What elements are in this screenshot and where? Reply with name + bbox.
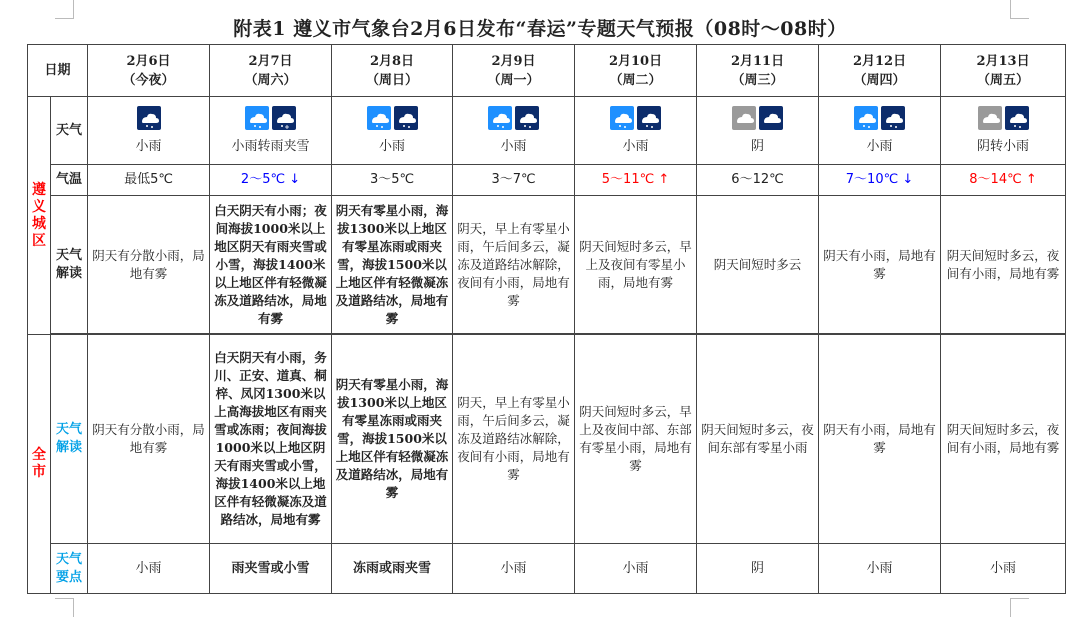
- weather-cell: [453, 97, 575, 165]
- day-weekday: （周四）: [853, 72, 906, 88]
- region-label-text: 全市: [32, 447, 46, 480]
- whole-interp-cell: 阴天有零星小雨，海拔1300米以上地区有零星冻雨或雨夹雪，海拔1500米以上地区伴有轻微凝冻及道路结冰，局地有雾: [332, 335, 453, 544]
- key-cell: 小雨: [819, 544, 941, 594]
- day-header: [453, 45, 575, 97]
- interp-cell: 阴天间短时多云，早上及夜间有零星小雨，局地有雾: [575, 196, 697, 334]
- weather-cell: [88, 97, 210, 165]
- weather-icons: [334, 106, 450, 130]
- icon-overcast-night: [759, 106, 783, 130]
- key-cell: 冻雨或雨夹雪: [332, 544, 453, 594]
- day-header: [819, 45, 941, 97]
- weather-text: 阴: [751, 138, 765, 154]
- temp-cell: 2～5℃ ↓: [210, 165, 332, 196]
- weather-icons: [943, 106, 1063, 130]
- region-label-whole: [28, 335, 51, 594]
- day-date: 2月11日: [730, 53, 785, 69]
- row-label-interp-text: 天气解读: [55, 247, 82, 281]
- icon-rain-night: [881, 106, 905, 130]
- day-date: 2月6日: [126, 53, 171, 69]
- whole-interp-cell: 阴天间短时多云，夜间有小雨，局地有雾: [941, 335, 1066, 544]
- day-weekday: （周三）: [731, 72, 784, 88]
- day-header: [941, 45, 1066, 97]
- weather-text: 阴转小雨: [977, 138, 1030, 154]
- icon-overcast-day: [732, 106, 756, 130]
- icon-overcast-day: [978, 106, 1002, 130]
- temp-cell: 3～5℃: [332, 165, 453, 196]
- whole-interp-cell: 阴天有小雨，局地有雾: [819, 335, 941, 544]
- key-cell: 小雨: [453, 544, 575, 594]
- page-corner-mark: [55, 598, 74, 617]
- icon-rain-night: [394, 106, 418, 130]
- icon-rain-night: [637, 106, 661, 130]
- icon-rain-day: [367, 106, 391, 130]
- weather-cell: [575, 97, 697, 165]
- icon-rain-day: [854, 106, 878, 130]
- day-weekday: （周日）: [366, 72, 419, 88]
- day-weekday: （周五）: [977, 72, 1030, 88]
- key-cell: 雨夹雪或小雪: [210, 544, 332, 594]
- icon-rain-day: [245, 106, 269, 130]
- weather-icons: [821, 106, 938, 130]
- whole-interp-cell: 白天阴天有小雨，务川、正安、道真、桐梓、凤冈1300米以上高海拔地区有雨夹雪或冻雨；夜间海拔1000米以上地区阴天有雨夹雪或小雪，海拔1400米以上地区伴有轻微凝冻及道路结冰，局地有雾: [210, 335, 332, 544]
- temp-cell: 7～10℃ ↓: [819, 165, 941, 196]
- interp-cell: 阴天有零星小雨，海拔1300米以上地区有零星冻雨或雨夹雪，海拔1500米以上地区伴有轻微凝冻及道路结冰，局地有雾: [332, 196, 453, 334]
- region-label-city: [28, 97, 51, 335]
- row-label-key-text: 天气要点: [55, 551, 82, 585]
- day-header: [210, 45, 332, 97]
- day-date: 2月12日: [852, 53, 907, 69]
- whole-interp-cell: 阴天有分散小雨，局地有雾: [88, 335, 210, 544]
- forecast-table: [27, 44, 1066, 594]
- day-weekday: （今夜）: [122, 72, 175, 88]
- day-date: 2月7日: [248, 53, 293, 69]
- key-cell: 小雨: [575, 544, 697, 594]
- day-date: 2月8日: [369, 53, 415, 69]
- city-interp-row: [28, 196, 1066, 334]
- temp-cell: 5～11℃ ↑: [575, 165, 697, 196]
- day-weekday: （周六）: [244, 72, 297, 88]
- whole-interp-cell: 阴天，早上有零星小雨，午后间多云，凝冻及道路结冰解除，夜间有小雨，局地有雾: [453, 335, 575, 544]
- weather-cell: [697, 97, 819, 165]
- row-label-temp: 气温: [51, 165, 88, 196]
- weather-text: 小雨: [622, 138, 649, 154]
- whole-key-row: [28, 544, 1066, 594]
- temp-cell: 最低5℃: [88, 165, 210, 196]
- row-label-interp: [51, 196, 88, 334]
- city-weather-row: [28, 97, 1066, 165]
- icon-sleet-night: [272, 106, 296, 130]
- key-cell: 小雨: [88, 544, 210, 594]
- document-title: 附表1 遵义市气象台2月6日发布“春运”专题天气预报（08时～08时）: [233, 18, 847, 40]
- weather-cell: [941, 97, 1066, 165]
- day-weekday: （周一）: [487, 72, 540, 88]
- page-corner-mark: [1010, 598, 1029, 617]
- icon-rain-day: [488, 106, 512, 130]
- weather-text: 小雨: [379, 138, 406, 154]
- interp-cell: 阴天间短时多云，夜间有小雨，局地有雾: [941, 196, 1066, 334]
- row-label-weather: 天气: [51, 97, 88, 165]
- interp-cell: 阴天有分散小雨，局地有雾: [88, 196, 210, 334]
- interp-cell: 阴天，早上有零星小雨，午后间多云，凝冻及道路结冰解除，夜间有小雨，局地有雾: [453, 196, 575, 334]
- interp-cell: 阴天间短时多云: [697, 196, 819, 334]
- row-label-whole-interp: [51, 335, 88, 544]
- weather-icons: [212, 106, 329, 130]
- row-label-key: [51, 544, 88, 594]
- whole-interp-cell: 阴天间短时多云，早上及夜间中部、东部有零星小雨，局地有雾: [575, 335, 697, 544]
- temp-cell: 8～14℃ ↑: [941, 165, 1066, 196]
- day-header: [88, 45, 210, 97]
- weather-icons: [577, 106, 694, 130]
- temp-cell: 6～12℃: [697, 165, 819, 196]
- region-label-text: 遵义城区: [32, 181, 46, 249]
- day-date: 2月10日: [608, 53, 663, 69]
- weather-icons: [455, 106, 572, 130]
- city-temp-row: [28, 165, 1066, 196]
- day-header: [697, 45, 819, 97]
- weather-cell: [819, 97, 941, 165]
- weather-text: 小雨: [135, 138, 162, 154]
- weather-cell: [332, 97, 453, 165]
- header-row: [28, 45, 1066, 97]
- whole-interp-cell: 阴天间短时多云，夜间东部有零星小雨: [697, 335, 819, 544]
- weather-cell: [210, 97, 332, 165]
- key-cell: 小雨: [941, 544, 1066, 594]
- weather-icons: [699, 106, 816, 130]
- key-cell: 阴: [697, 544, 819, 594]
- whole-interp-row: [28, 335, 1066, 544]
- weather-icons: [90, 106, 207, 130]
- date-header-label: 日期: [28, 45, 88, 97]
- row-label-whole-interp-text: 天气解读: [55, 422, 82, 455]
- interp-cell: 阴天有小雨，局地有雾: [819, 196, 941, 334]
- day-header: [575, 45, 697, 97]
- icon-rain-night: [1005, 106, 1029, 130]
- day-date: 2月9日: [491, 53, 536, 69]
- day-header: [332, 45, 453, 97]
- icon-rain-night: [515, 106, 539, 130]
- day-date: 2月13日: [976, 53, 1030, 69]
- icon-rain-day: [610, 106, 634, 130]
- day-weekday: （周二）: [609, 72, 662, 88]
- weather-text: 小雨: [500, 138, 527, 154]
- weather-text: 小雨: [866, 138, 893, 154]
- icon-rain-night: [137, 106, 161, 130]
- weather-text: 小雨转雨夹雪: [231, 138, 310, 154]
- temp-cell: 3～7℃: [453, 165, 575, 196]
- interp-cell: 白天阴天有小雨；夜间海拔1000米以上地区阴天有雨夹雪或小雪，海拔1400米以上地区伴有轻微凝冻及道路结冰，局地有雾: [210, 196, 332, 334]
